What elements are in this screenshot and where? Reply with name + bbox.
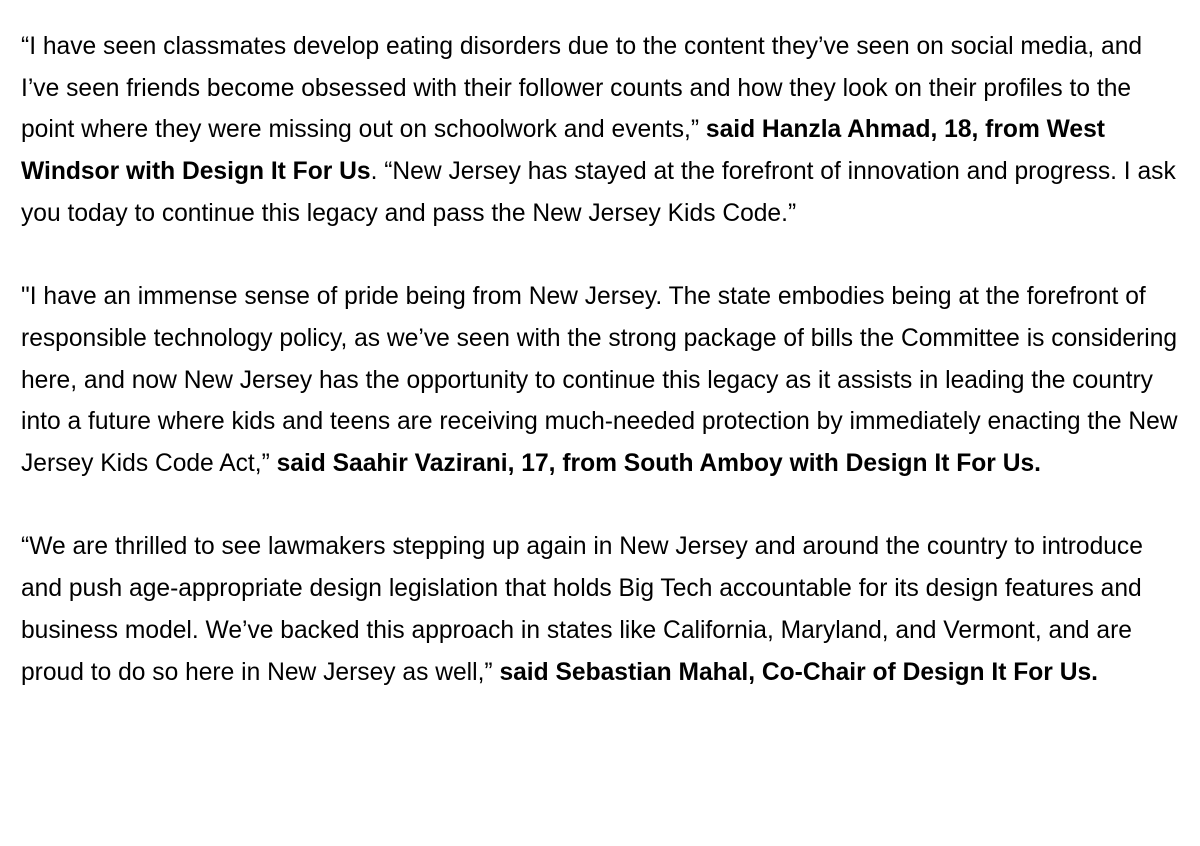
quote-attribution: said Hanzla Ahmad, 18, from West Windsor with Design It For Us [21,116,1105,186]
quote-text-continued: . “New Jersey has stayed at the forefront of innovation and progress. I ask you today to continue this legacy and pass the New Jersey Kids Code.” [21,158,1176,227]
quote-attribution: said Saahir Vazirani, 17, from South Amboy with Design It For Us. [276,450,1041,478]
quote-paragraph-saahir-vazirani [21,276,1181,485]
quote-text: “We are thrilled to see lawmakers stepping up again in New Jersey and around the country to introduce and push age-appropriate design legislation that holds Big Tech accountable for its design features and business model. We’ve backed this approach in states like California, Maryland, and Vermont, and are proud to do so here in New Jersey as well,” [21,533,1143,686]
quote-attribution: said Sebastian Mahal, Co-Chair of Design It For Us. [499,658,1098,686]
quote-text: "I have an immense sense of pride being from New Jersey. The state embodies being at the forefront of responsible technology policy, as we’ve seen with the strong package of bills the Committee is considering here, and now New Jersey has the opportunity to continue this legacy as it assists in leading the country into a future where kids and teens are receiving much-needed protection by immediately enacting the New Jersey Kids Code Act,” [21,283,1178,478]
quote-text: “I have seen classmates develop eating disorders due to the content they’ve seen on social media, and I’ve seen friends become obsessed with their follower counts and how they look on their profiles to the point where they were missing out on schoolwork and events,” [21,33,1143,144]
quote-paragraph-sebastian-mahal [21,526,1181,693]
quote-paragraph-hanzla-ahmad [21,26,1181,235]
document-body [21,26,1181,693]
